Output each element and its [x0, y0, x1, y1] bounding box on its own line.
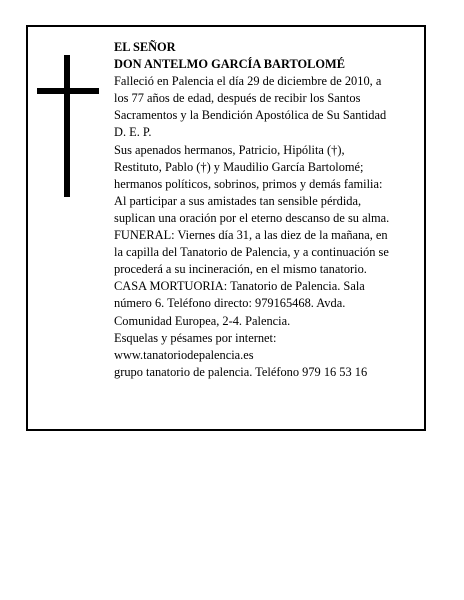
obituary-text: [114, 39, 422, 381]
internet-line: Esquelas y pésames por internet:: [114, 330, 277, 345]
website-line: www.tanatoriodepalencia.es: [114, 347, 254, 362]
funeral-line: la capilla del Tanatorio de Palencia, y a continuación se: [114, 245, 389, 260]
family-line: suplican una oración por el eterno descanso de su alma.: [114, 210, 390, 225]
family-line: hermanos políticos, sobrinos, primos y demás familia:: [114, 176, 383, 191]
mortuary-line: CASA MORTUORIA: Tanatorio de Palencia. Sala: [114, 279, 365, 294]
funeral-line: FUNERAL: Viernes día 31, a las diez de la mañana, en: [114, 228, 388, 243]
cross-icon: [37, 55, 99, 197]
death-announcement-line: Sacramentos y la Bendición Apostólica de Su Santidad: [114, 108, 387, 123]
family-line: Al participar a sus amistades tan sensible pérdida,: [114, 193, 362, 208]
death-announcement-line: los 77 años de edad, después de recibir los Santos: [114, 91, 361, 106]
cross-vertical-bar: [64, 55, 70, 197]
mortuary-line: número 6. Teléfono directo: 979165468. Avda.: [114, 296, 346, 311]
deceased-name: DON ANTELMO GARCÍA BARTOLOMÉ: [114, 57, 345, 72]
cross-horizontal-bar: [37, 88, 99, 94]
mortuary-line: Comunidad Europea, 2-4. Palencia.: [114, 313, 291, 328]
death-announcement-line: Falleció en Palencia el día 29 de diciembre de 2010, a: [114, 74, 382, 89]
contact-line: grupo tanatorio de palencia. Teléfono 979 16 53 16: [114, 364, 368, 379]
family-line: Sus apenados hermanos, Patricio, Hipólita (†),: [114, 142, 345, 157]
family-line: Restituto, Pablo (†) y Maudilio García Bartolomé;: [114, 159, 364, 174]
funeral-line: procederá a su incineración, en el mismo tanatorio.: [114, 262, 367, 277]
rip-line: D. E. P.: [114, 125, 152, 140]
notice-heading: EL SEÑOR: [114, 40, 176, 54]
